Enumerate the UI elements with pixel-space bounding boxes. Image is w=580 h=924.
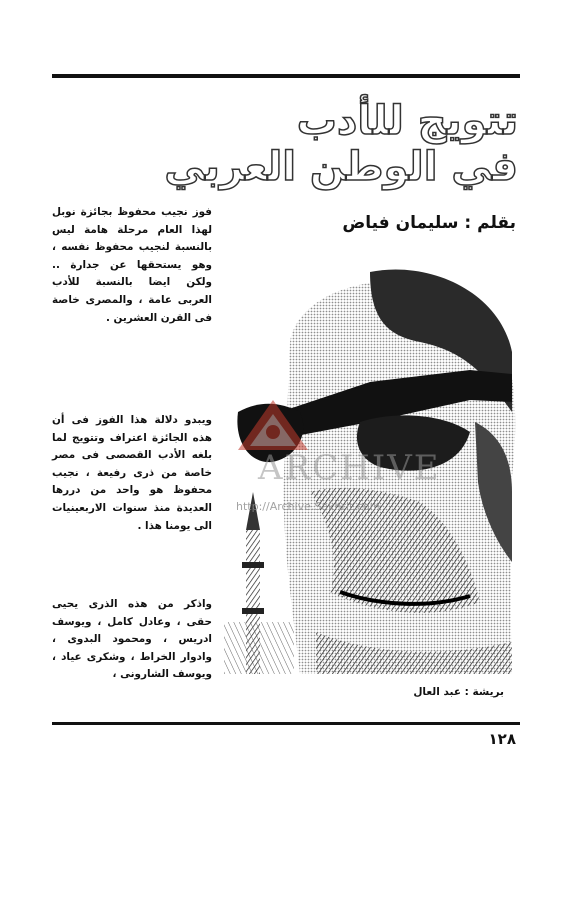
article-paragraph-2: ويبدو دلالة هذا الفوز فى أن هذه الجائزة اعتراف وتتويج لما بلغه الأدب القصصى فى مصر خاصة من ذرى رفيعة ، نجيب محفوظ هو واحد من دررها العديدة منذ سنوات الاربعينيات الى يومنا هذا . bbox=[52, 414, 212, 532]
watermark-url: http://Archive.Sakhrit.com bbox=[236, 500, 381, 513]
headline-line2: في الوطن العربي bbox=[164, 144, 518, 190]
headline-line1: تتويج للأدب bbox=[296, 98, 518, 144]
illustration-credit: بريشة : عبد العال bbox=[413, 686, 504, 698]
top-rule bbox=[52, 74, 520, 78]
bottom-rule bbox=[52, 722, 520, 725]
byline: بقلم : سليمان فياض bbox=[342, 213, 516, 233]
article-paragraph-1: فوز نجيب محفوظ بجائزة نوبل لهذا العام مرحلة هامة ليس بالنسبة لنجيب محفوظ نفسه ، وهو يستحقها عن جدارة .. ولكن ايضا بالنسبة للأدب العربى عامة ، والمصرى خاصة فى القرن العشرين . bbox=[52, 206, 212, 324]
minaret-drawing bbox=[224, 492, 294, 674]
page-number: ١٢٨ bbox=[488, 730, 516, 748]
watermark-text: ARCHIVE bbox=[258, 448, 441, 488]
article-paragraph-3: واذكر من هذه الذرى يحيى حقى ، وعادل كامل ، ويوسف ادريس ، ومحمود البدوى ، وادوار الخراط ، وشكرى عياد ، ويوسف الشارونى ، bbox=[52, 598, 212, 681]
